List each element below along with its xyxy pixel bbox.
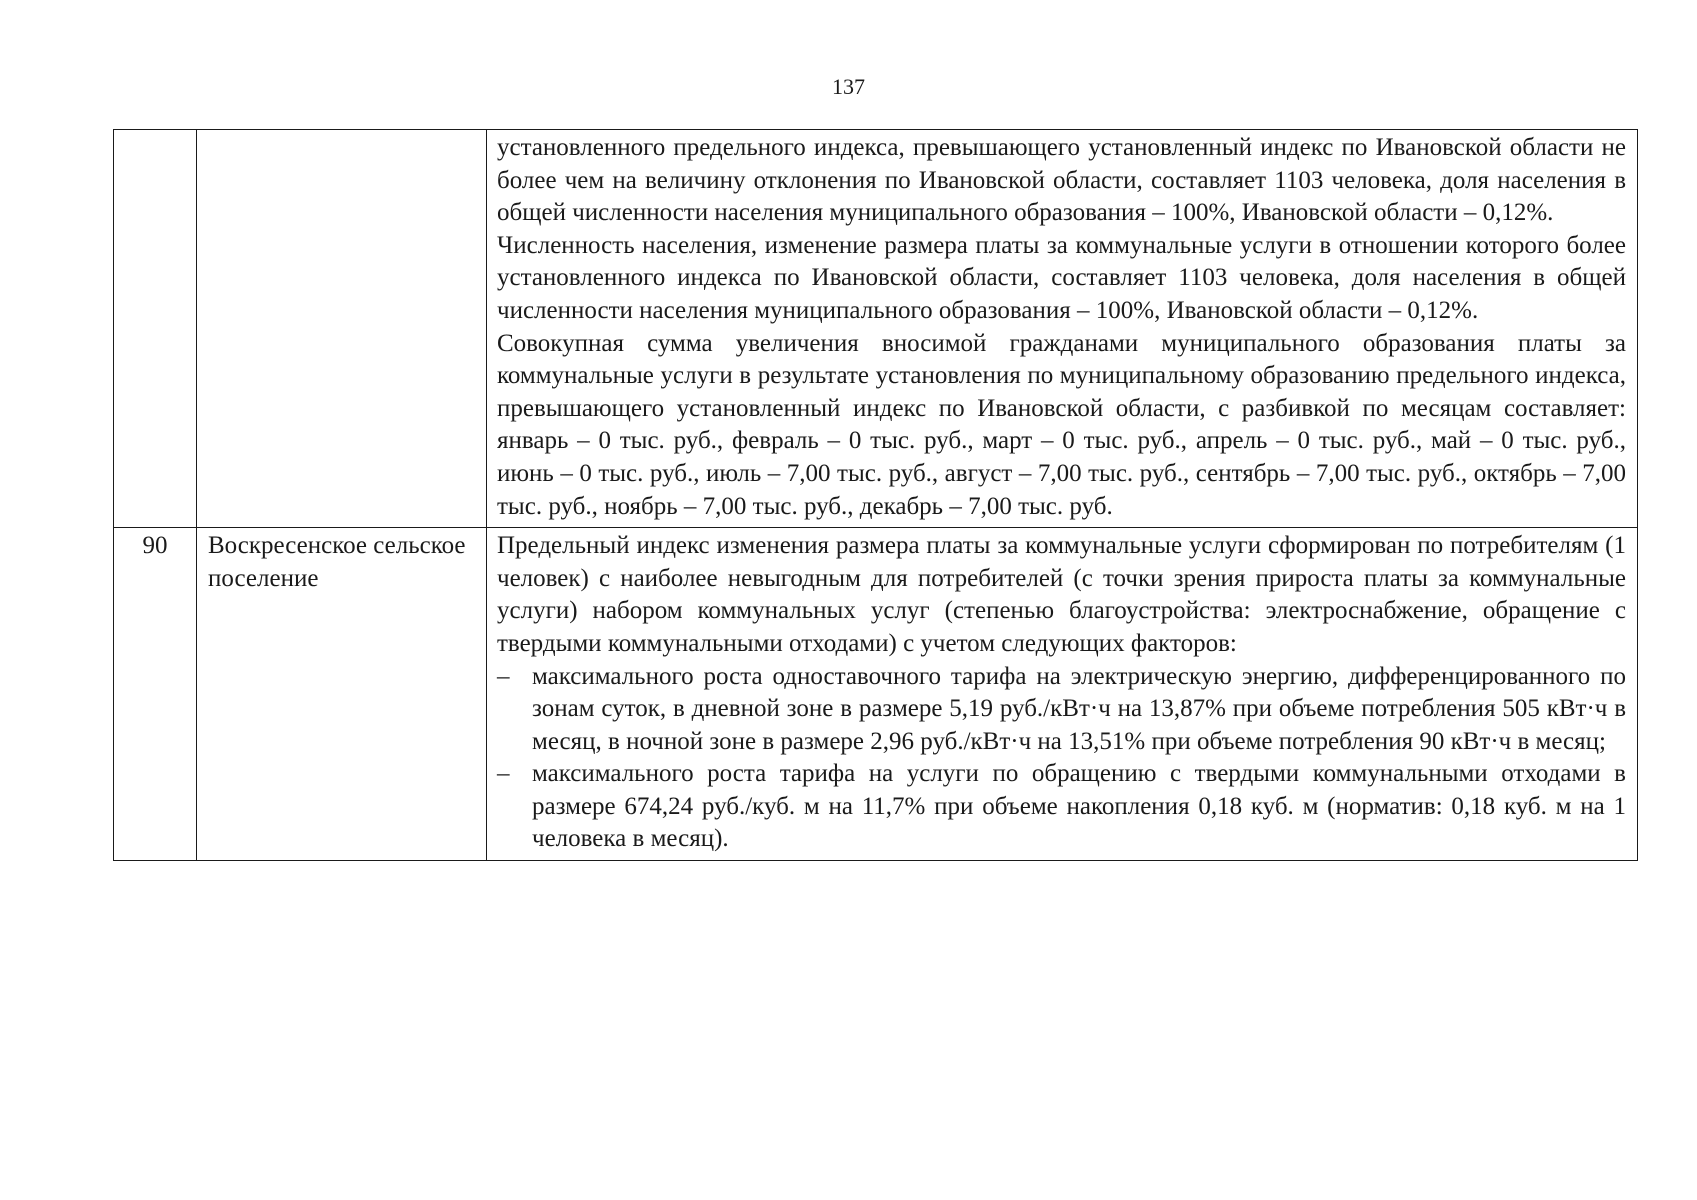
- page-number: 137: [832, 74, 865, 99]
- description-paragraph: установленного предельного индекса, превышающего установленный индекс по Ивановской области не более чем на величину отклонения по Ивановской области, составляет 1103 человека, доля населения в общей численности населения муниципального образования – 100%, Ивановской области – 0,12%.: [497, 134, 1626, 227]
- description-paragraph: Численность населения, изменение размера платы за коммунальные услуги в отношении которого более установленного индекса по Ивановской области, составляет 1103 человека, доля населения в общей численности населения муниципального образования – 100%, Ивановской области – 0,12%.: [497, 231, 1626, 324]
- description-cell: [487, 528, 1638, 861]
- row-number-cell: [114, 130, 197, 528]
- table-row: [114, 528, 1638, 861]
- description-paragraph: Совокупная сумма увеличения вносимой гражданами муниципального образования платы за коммунальные услуги в результате установления по муниципальному образованию предельного индекса, превышающего установленный индекс по Ивановской области, с разбивкой по месяцам составляет: январь – 0 тыс. руб., февраль – 0 тыс. руб., март – 0 тыс. руб., апрель – 0 тыс. руб., май – 0 тыс. руб., июнь – 0 тыс. руб., июль – 7,00 тыс. руб., август – 7,00 тыс. руб., сентябрь – 7,00 тыс. руб., октябрь – 7,00 тыс. руб., ноябрь – 7,00 тыс. руб., декабрь – 7,00 тыс. руб.: [497, 329, 1626, 520]
- dash-bullet-icon: –: [497, 760, 510, 788]
- table-row: [114, 130, 1638, 528]
- description-paragraph: Предельный индекс изменения размера платы за коммунальные услуги сформирован по потребителям (1 человек) с наиболее невыгодным для потребителей (с точки зрения прироста платы за коммунальные услуги) набором коммунальных услуг (степенью благоустройства: электроснабжение, обращение с твердыми коммунальными отходами) с учетом следующих факторов:: [497, 532, 1626, 657]
- row-number-cell: 90: [114, 528, 197, 861]
- factor-list-item: [497, 758, 1626, 856]
- municipal-index-table: [113, 129, 1638, 861]
- municipality-name-cell: [197, 130, 487, 528]
- factor-list-item: [497, 661, 1626, 759]
- description-cell: [487, 130, 1638, 528]
- municipality-name-cell: Воскресенское сельское поселение: [197, 528, 487, 861]
- dash-bullet-icon: –: [497, 662, 510, 690]
- factor-text: максимального роста одноставочного тарифа на электрическую энергию, дифференцированного по зонам суток, в дневной зоне в размере 5,19 руб./кВт·ч на 13,87% при объеме потребления 505 кВт·ч в месяц, в ночной зоне в размере 2,96 руб./кВт·ч на 13,51% при объеме потребления 90 кВт·ч в месяц;: [532, 662, 1626, 755]
- factor-text: максимального роста тарифа на услуги по обращению с твердыми коммунальными отходами в размере 674,24 руб./куб. м на 11,7% при объеме накопления 0,18 куб. м (норматив: 0,18 куб. м на 1 человека в месяц).: [532, 760, 1626, 853]
